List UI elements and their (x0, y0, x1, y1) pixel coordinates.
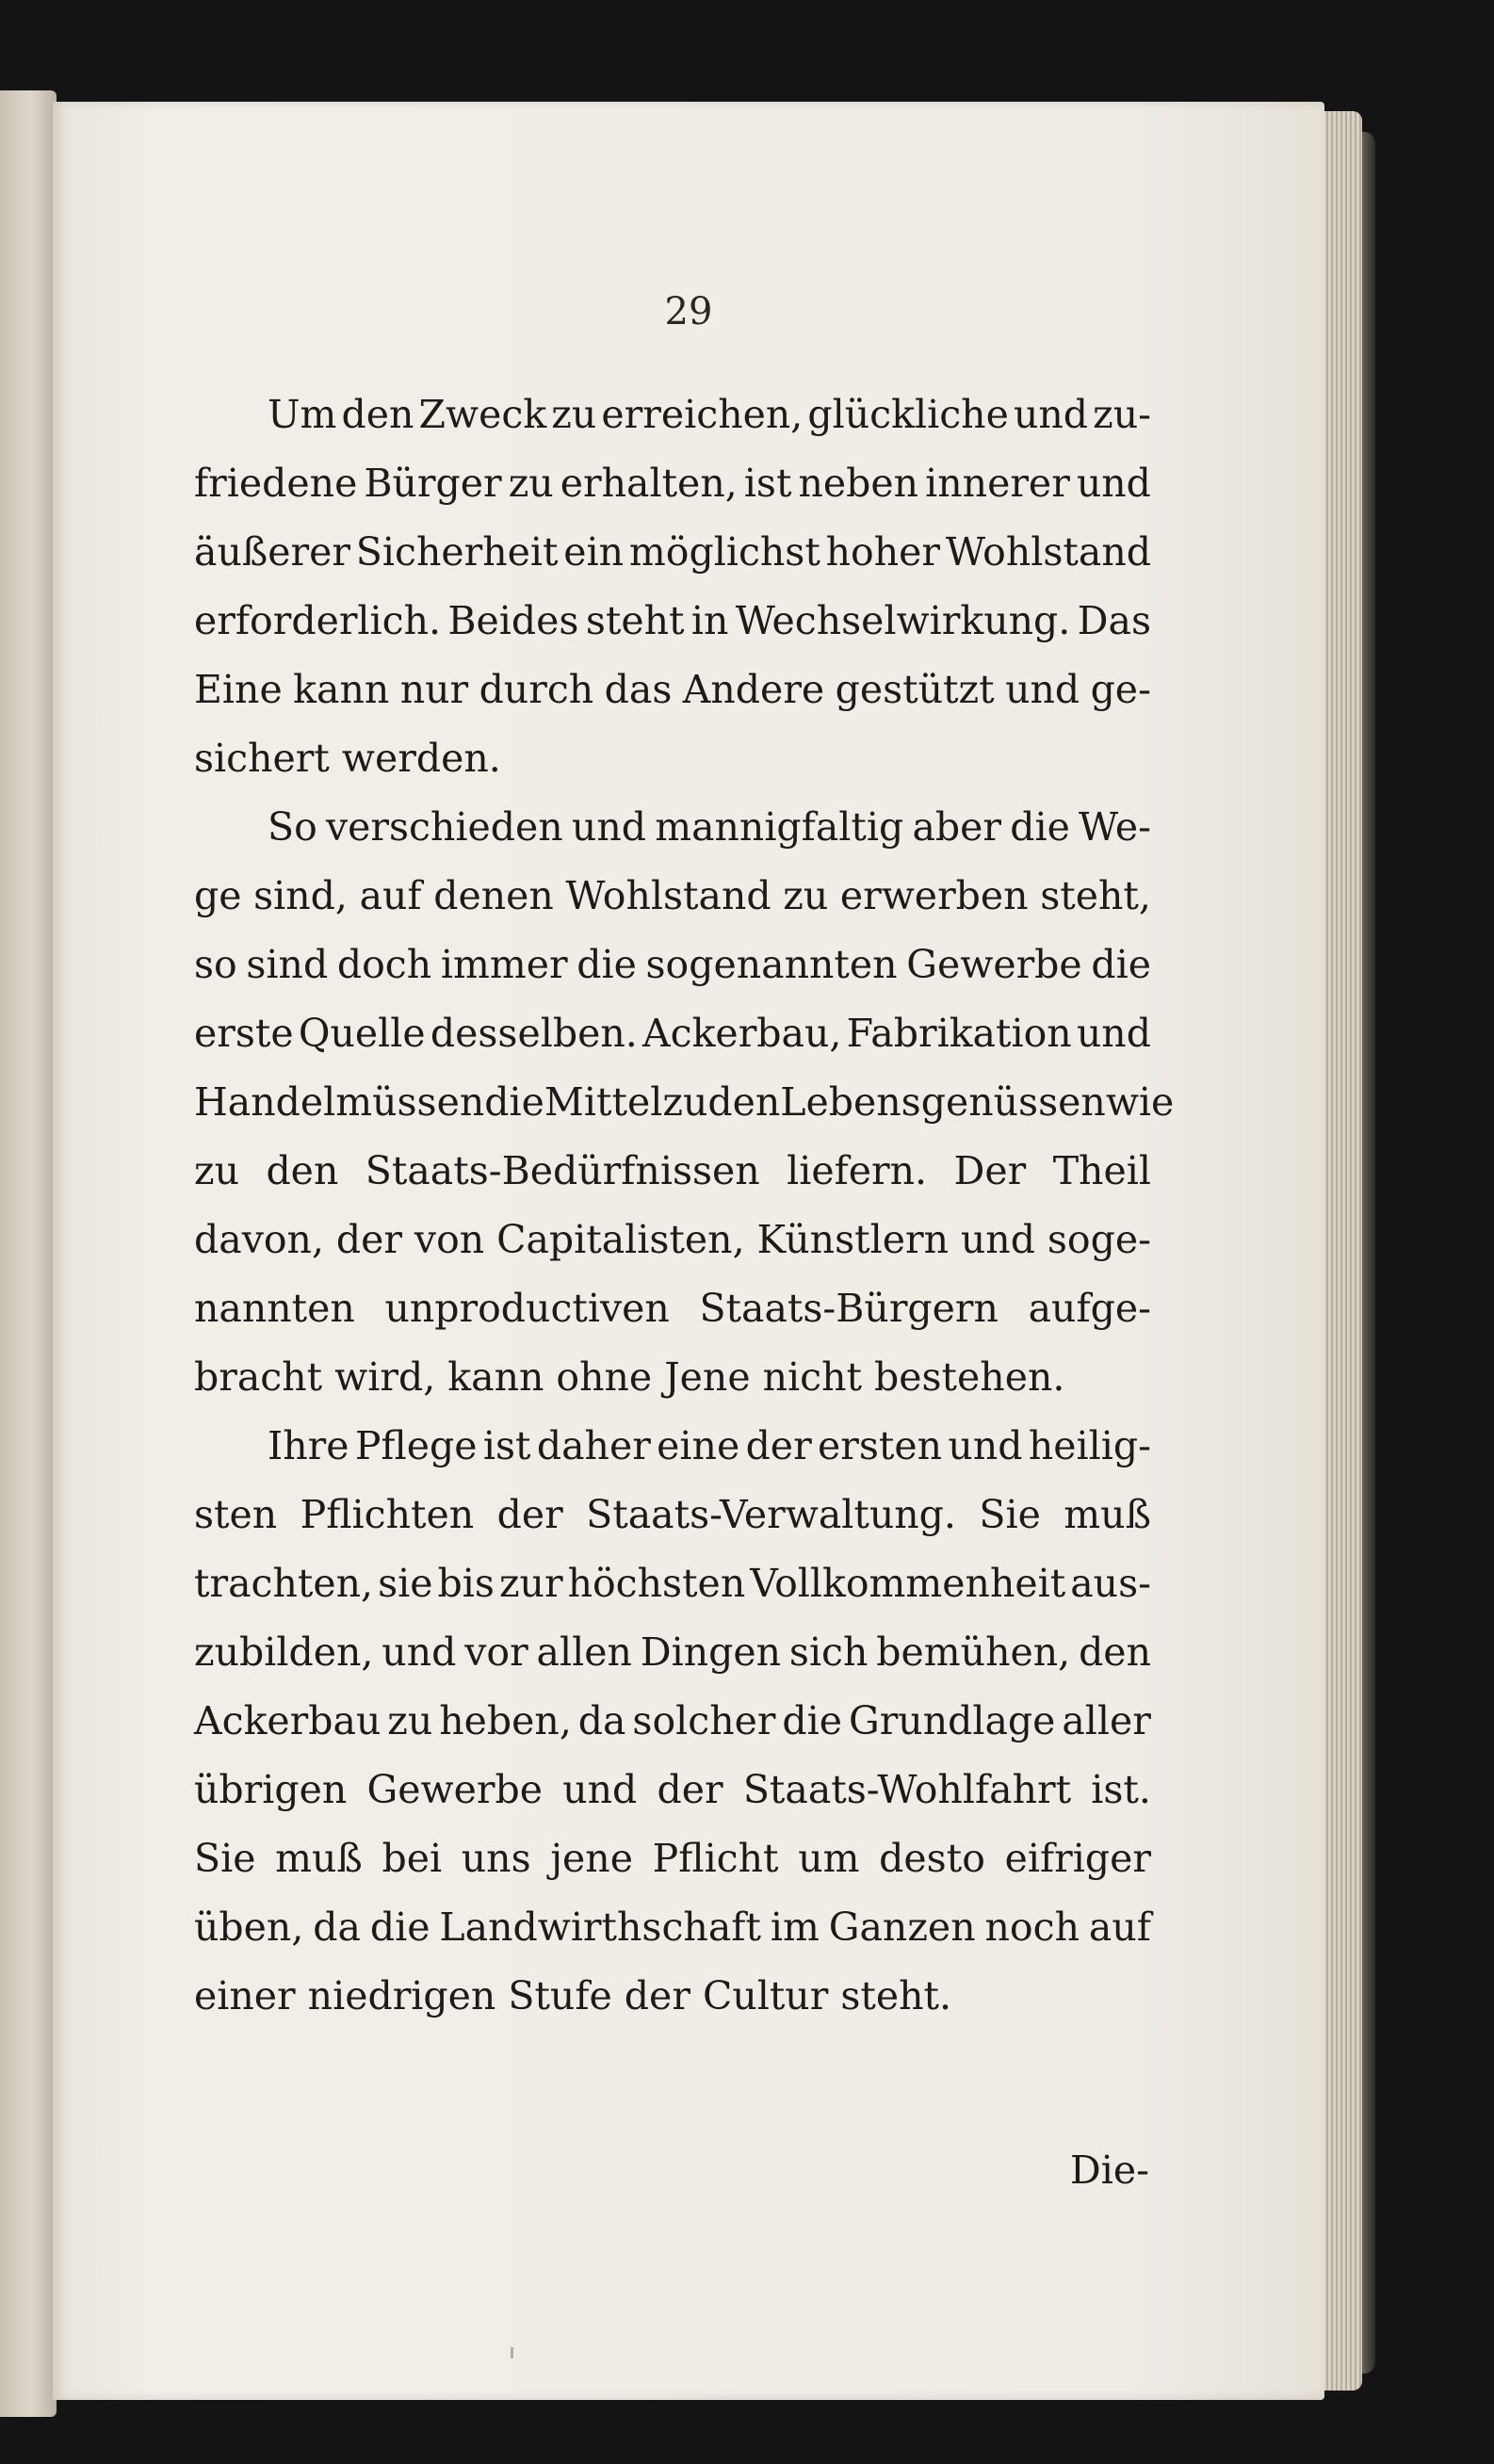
text-line: einer niedrigen Stufe der Cultur steht. (194, 1973, 952, 2018)
text-line: erste Quelle desselben. Ackerbau, Fabrikation und (194, 1011, 1151, 1056)
catchword: Die- (1069, 2148, 1149, 2193)
book-page (53, 102, 1324, 2400)
text-line: Ackerbau zu heben, da solcher die Grundlage aller (194, 1698, 1151, 1743)
facing-page-edge (0, 90, 57, 2417)
text-line: friedene Bürger zu erhalten, ist neben innerer und (194, 461, 1151, 506)
text-line: davon, der von Capitalisten, Künstlern und soge- (194, 1217, 1151, 1262)
text-line: übrigen Gewerbe und der Staats-Wohlfahrt ist. (194, 1767, 1151, 1812)
text-line: zu den Staats-Bedürfnissen liefern. Der Theil (194, 1148, 1151, 1193)
text-line: üben, da die Landwirthschaft im Ganzen noch auf (194, 1905, 1151, 1950)
text-line: trachten, sie bis zur höchsten Vollkommenheit aus- (194, 1561, 1151, 1606)
text-line: bracht wird, kann ohne Jene nicht bestehen. (194, 1354, 1065, 1400)
text-line: sichert werden. (194, 736, 501, 781)
text-line: Handel müssen die Mittel zu den Lebensgenüssen wie (194, 1079, 1175, 1125)
text-line: nannten unproductiven Staats-Bürgern aufge- (194, 1286, 1151, 1331)
text-line: Um den Zweck zu erreichen, glückliche und zu- (268, 392, 1151, 437)
text-line: So verschieden und mannigfaltig aber die We- (268, 804, 1151, 850)
text-line: zubilden, und vor allen Dingen sich bemühen, den (194, 1629, 1151, 1675)
text-line: Sie muß bei uns jene Pflicht um desto eifriger (194, 1836, 1151, 1881)
text-line: Ihre Pflege ist daher eine der ersten und heilig- (268, 1423, 1151, 1468)
text-line: äußerer Sicherheit ein möglichst hoher Wohlstand (194, 529, 1151, 575)
text-line: ge sind, auf denen Wohlstand zu erwerben steht, (194, 873, 1151, 918)
text-line: erforderlich. Beides steht in Wechselwirkung. Das (194, 598, 1151, 643)
text-block (194, 381, 1175, 2031)
page-number: 29 (664, 290, 713, 333)
text-line: sten Pflichten der Staats-Verwaltung. Sie muß (194, 1492, 1151, 1537)
text-line: so sind doch immer die sogenannten Gewerbe die (194, 942, 1151, 987)
paper-blemish (511, 2347, 513, 2359)
text-line: Eine kann nur durch das Andere gestützt und ge- (194, 667, 1151, 712)
